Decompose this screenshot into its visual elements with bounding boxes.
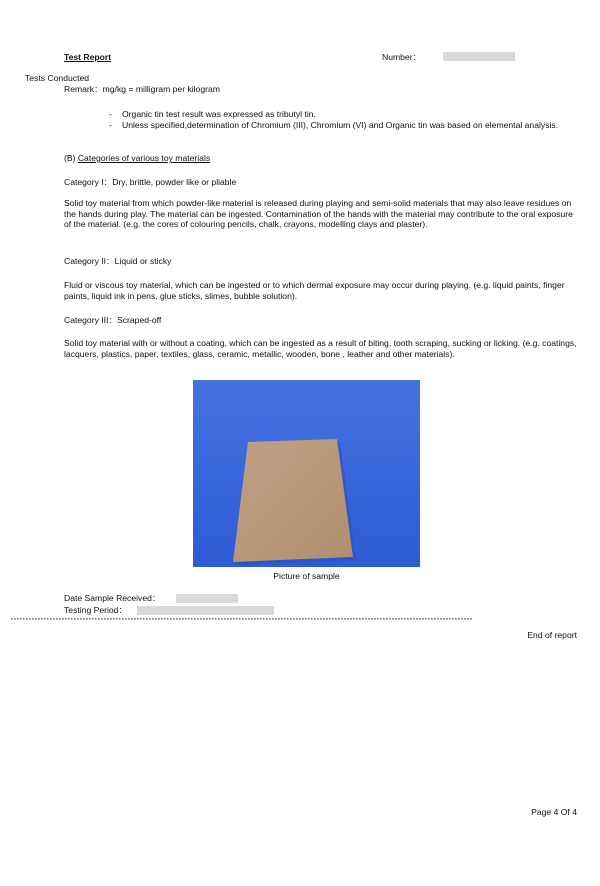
sample-photo	[193, 380, 420, 567]
note-dash: -	[109, 120, 112, 130]
report-number-label: Number：	[382, 52, 422, 62]
note-item	[122, 120, 584, 131]
category-3-description: Solid toy material with or without a coating, which can be ingested as a result of biting, tooth scraping, sucking or licking. (e.g. coatings, lacquers, plastics, paper, textiles, glass, ceramic, metallic, wooden, bone , leather and other materials).	[64, 338, 577, 359]
date-received-redacted	[176, 594, 238, 603]
testing-period-label: Testing Period：	[64, 605, 128, 615]
categories-heading-prefix: (B)	[64, 153, 78, 163]
testing-period-redacted	[137, 606, 274, 615]
category-2-description: Fluid or viscous toy material, which can be ingested or to which dermal exposure may occur during playing. (e.g. liquid paints, finger paints, liquid ink in pens, glue sticks, slimes, bubble solution).	[64, 280, 565, 301]
note-text: Unless specified,determination of Chromium (III), Chromium (VI) and Organic tin was based on elemental analysis.	[122, 120, 559, 130]
category-2-title: Category II：Liquid or sticky	[64, 256, 172, 266]
note-item: Organic tin test result was expressed as tributyl tin.	[122, 109, 316, 119]
page-number: Page 4 Of 4	[531, 807, 577, 817]
section-title: Tests Conducted	[25, 73, 90, 83]
report-title: Test Report	[64, 52, 112, 62]
sample-board	[233, 439, 353, 562]
report-number-redacted	[443, 52, 515, 61]
categories-heading	[64, 153, 210, 164]
categories-heading-text: Categories of various toy materials	[77, 153, 211, 163]
category-1-description: Solid toy material from which powder-like material is released during playing and semi-solid materials that may also leave residues on the hands during play. The material can be ingested. Contamination of the hands with the material may contribute to the oral exposure of the material. (e.g. the cores of colouring pencils, chalk, crayons, modelling clays and plaster).	[64, 198, 573, 229]
note-dash: -	[109, 109, 112, 119]
remark-line: Remark：mg/kg = milligram per kilogram	[64, 84, 220, 94]
separator-line: **********************************************************************************************************************************************************	[10, 618, 473, 624]
category-1-title: Category I：Dry, brittle, powder like or pliable	[64, 177, 237, 187]
category-3-title: Category III：Scraped-off	[64, 315, 162, 325]
end-of-report: End of report	[527, 630, 577, 640]
sample-board-image	[193, 380, 420, 567]
date-received-label: Date Sample Received：	[64, 593, 161, 603]
photo-caption: Picture of sample	[273, 571, 340, 581]
